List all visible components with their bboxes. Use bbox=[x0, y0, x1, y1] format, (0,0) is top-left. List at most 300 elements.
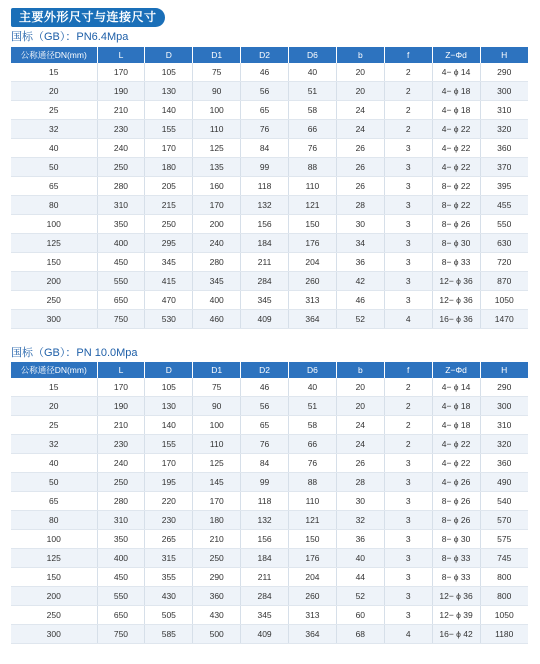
table-cell: 260 bbox=[289, 272, 337, 291]
table-cell: 28 bbox=[336, 196, 384, 215]
table-cell: 50 bbox=[11, 473, 97, 492]
table-cell: 2 bbox=[384, 63, 432, 82]
table-cell: 290 bbox=[480, 63, 528, 82]
table-cell: 240 bbox=[97, 139, 145, 158]
table-cell: 170 bbox=[145, 454, 193, 473]
table-cell: 260 bbox=[289, 587, 337, 606]
table-row bbox=[11, 606, 528, 625]
table-cell: 415 bbox=[145, 272, 193, 291]
column-header: 公称通径DN(mm) bbox=[11, 47, 97, 63]
table-cell: 26 bbox=[336, 177, 384, 196]
table-row bbox=[11, 416, 528, 435]
table-cell: 176 bbox=[289, 549, 337, 568]
column-header: D6 bbox=[289, 362, 337, 378]
table-cell: 88 bbox=[289, 158, 337, 177]
table-caption-pn100: 国标（GB）：PN 10.0Mpa bbox=[11, 347, 138, 359]
table-caption-pn64: 国标（GB）：PN6.4Mpa bbox=[11, 31, 129, 43]
table-row bbox=[11, 549, 528, 568]
table-cell: 290 bbox=[480, 378, 528, 397]
table-cell: 90 bbox=[193, 397, 241, 416]
table-cell: 4− ϕ 22 bbox=[432, 435, 480, 454]
table-cell: 36 bbox=[336, 253, 384, 272]
table-row bbox=[11, 82, 528, 101]
table-cell: 125 bbox=[11, 234, 97, 253]
table-row bbox=[11, 397, 528, 416]
table-cell: 4− ϕ 18 bbox=[432, 82, 480, 101]
table-cell: 205 bbox=[145, 177, 193, 196]
table-cell: 3 bbox=[384, 587, 432, 606]
table-cell: 315 bbox=[145, 549, 193, 568]
table-cell: 145 bbox=[193, 473, 241, 492]
table-cell: 540 bbox=[480, 492, 528, 511]
table-cell: 4− ϕ 18 bbox=[432, 397, 480, 416]
table-cell: 370 bbox=[480, 158, 528, 177]
table-cell: 52 bbox=[336, 587, 384, 606]
table-cell: 360 bbox=[480, 139, 528, 158]
table-cell: 200 bbox=[11, 587, 97, 606]
table-cell: 155 bbox=[145, 435, 193, 454]
table-cell: 1050 bbox=[480, 606, 528, 625]
table-cell: 40 bbox=[289, 63, 337, 82]
table-cell: 30 bbox=[336, 215, 384, 234]
table-row bbox=[11, 291, 528, 310]
table-cell: 210 bbox=[193, 530, 241, 549]
table-cell: 210 bbox=[97, 101, 145, 120]
table-cell: 3 bbox=[384, 196, 432, 215]
table-cell: 350 bbox=[97, 530, 145, 549]
table-cell: 364 bbox=[289, 310, 337, 329]
table-cell: 430 bbox=[193, 606, 241, 625]
table-cell: 155 bbox=[145, 120, 193, 139]
table-cell: 750 bbox=[97, 625, 145, 644]
table-cell: 20 bbox=[11, 82, 97, 101]
table-cell: 355 bbox=[145, 568, 193, 587]
table-cell: 4− ϕ 22 bbox=[432, 158, 480, 177]
table-cell: 2 bbox=[384, 378, 432, 397]
table-cell: 132 bbox=[241, 511, 289, 530]
table-cell: 300 bbox=[11, 310, 97, 329]
table-cell: 3 bbox=[384, 253, 432, 272]
table-cell: 550 bbox=[97, 272, 145, 291]
table-cell: 130 bbox=[145, 82, 193, 101]
table-cell: 34 bbox=[336, 234, 384, 253]
table-cell: 99 bbox=[241, 158, 289, 177]
table-row bbox=[11, 454, 528, 473]
table-cell: 170 bbox=[145, 139, 193, 158]
column-header: H bbox=[480, 362, 528, 378]
table-cell: 409 bbox=[241, 310, 289, 329]
table-cell: 12− ϕ 36 bbox=[432, 587, 480, 606]
table-cell: 150 bbox=[11, 568, 97, 587]
table-cell: 16− ϕ 36 bbox=[432, 310, 480, 329]
table-cell: 240 bbox=[97, 454, 145, 473]
table-cell: 364 bbox=[289, 625, 337, 644]
column-header: L bbox=[97, 362, 145, 378]
table-cell: 230 bbox=[97, 435, 145, 454]
table-cell: 550 bbox=[480, 215, 528, 234]
table-cell: 184 bbox=[241, 234, 289, 253]
table-cell: 88 bbox=[289, 473, 337, 492]
table-cell: 65 bbox=[241, 101, 289, 120]
table-cell: 200 bbox=[193, 215, 241, 234]
table-cell: 3 bbox=[384, 568, 432, 587]
table-cell: 190 bbox=[97, 397, 145, 416]
table-row bbox=[11, 139, 528, 158]
table-cell: 125 bbox=[193, 454, 241, 473]
table-cell: 290 bbox=[193, 568, 241, 587]
table-cell: 345 bbox=[241, 606, 289, 625]
table-cell: 575 bbox=[480, 530, 528, 549]
table-row bbox=[11, 511, 528, 530]
column-header: D bbox=[145, 47, 193, 63]
table-cell: 360 bbox=[480, 454, 528, 473]
table-cell: 16− ϕ 42 bbox=[432, 625, 480, 644]
table-cell: 430 bbox=[145, 587, 193, 606]
table-cell: 135 bbox=[193, 158, 241, 177]
table-cell: 65 bbox=[11, 492, 97, 511]
table-cell: 3 bbox=[384, 492, 432, 511]
table-cell: 800 bbox=[480, 568, 528, 587]
table-cell: 100 bbox=[193, 416, 241, 435]
table-cell: 4− ϕ 26 bbox=[432, 473, 480, 492]
table-cell: 180 bbox=[145, 158, 193, 177]
table-cell: 310 bbox=[480, 416, 528, 435]
table-cell: 4− ϕ 22 bbox=[432, 139, 480, 158]
table-row bbox=[11, 158, 528, 177]
table-cell: 250 bbox=[145, 215, 193, 234]
table-cell: 32 bbox=[336, 511, 384, 530]
table-cell: 8− ϕ 22 bbox=[432, 177, 480, 196]
table-cell: 118 bbox=[241, 492, 289, 511]
table-cell: 110 bbox=[289, 177, 337, 196]
table-cell: 26 bbox=[336, 454, 384, 473]
table-cell: 84 bbox=[241, 139, 289, 158]
column-header: H bbox=[480, 47, 528, 63]
table-cell: 3 bbox=[384, 511, 432, 530]
table-cell: 44 bbox=[336, 568, 384, 587]
table-cell: 3 bbox=[384, 291, 432, 310]
table-cell: 12− ϕ 36 bbox=[432, 291, 480, 310]
table-row bbox=[11, 473, 528, 492]
table-cell: 310 bbox=[97, 511, 145, 530]
table-cell: 195 bbox=[145, 473, 193, 492]
table-cell: 68 bbox=[336, 625, 384, 644]
table-cell: 4− ϕ 22 bbox=[432, 454, 480, 473]
table-cell: 50 bbox=[11, 158, 97, 177]
table-cell: 3 bbox=[384, 530, 432, 549]
table-cell: 25 bbox=[11, 416, 97, 435]
table-cell: 46 bbox=[241, 63, 289, 82]
table-cell: 20 bbox=[336, 63, 384, 82]
table-cell: 105 bbox=[145, 63, 193, 82]
table-cell: 130 bbox=[145, 397, 193, 416]
table-cell: 121 bbox=[289, 196, 337, 215]
table-cell: 530 bbox=[145, 310, 193, 329]
table-cell: 3 bbox=[384, 454, 432, 473]
spec-table-pn100 bbox=[11, 362, 528, 644]
table-cell: 4 bbox=[384, 625, 432, 644]
column-header: f bbox=[384, 362, 432, 378]
table-cell: 2 bbox=[384, 397, 432, 416]
table-row bbox=[11, 63, 528, 82]
table-cell: 3 bbox=[384, 215, 432, 234]
table-cell: 250 bbox=[11, 291, 97, 310]
table-row bbox=[11, 120, 528, 139]
table-cell: 76 bbox=[241, 435, 289, 454]
table-cell: 24 bbox=[336, 101, 384, 120]
table-cell: 170 bbox=[193, 492, 241, 511]
table-cell: 15 bbox=[11, 378, 97, 397]
table-cell: 132 bbox=[241, 196, 289, 215]
column-header: D2 bbox=[241, 47, 289, 63]
column-header: D1 bbox=[193, 362, 241, 378]
table-cell: 26 bbox=[336, 139, 384, 158]
table-cell: 310 bbox=[97, 196, 145, 215]
column-header: L bbox=[97, 47, 145, 63]
table-cell: 2 bbox=[384, 416, 432, 435]
table-row bbox=[11, 177, 528, 196]
table-row bbox=[11, 625, 528, 644]
table-cell: 8− ϕ 22 bbox=[432, 196, 480, 215]
table-header-row bbox=[11, 362, 528, 378]
table-cell: 450 bbox=[97, 568, 145, 587]
table-cell: 110 bbox=[289, 492, 337, 511]
table-row bbox=[11, 101, 528, 120]
table-cell: 26 bbox=[336, 158, 384, 177]
column-header: Z−Φd bbox=[432, 362, 480, 378]
table-cell: 56 bbox=[241, 397, 289, 416]
table-cell: 156 bbox=[241, 215, 289, 234]
table-cell: 313 bbox=[289, 291, 337, 310]
table-cell: 650 bbox=[97, 291, 145, 310]
table-cell: 25 bbox=[11, 101, 97, 120]
table-cell: 184 bbox=[241, 549, 289, 568]
table-cell: 40 bbox=[336, 549, 384, 568]
table-cell: 66 bbox=[289, 435, 337, 454]
table-cell: 300 bbox=[480, 397, 528, 416]
table-cell: 300 bbox=[480, 82, 528, 101]
column-header: f bbox=[384, 47, 432, 63]
table-cell: 204 bbox=[289, 568, 337, 587]
column-header: b bbox=[336, 47, 384, 63]
table-cell: 230 bbox=[97, 120, 145, 139]
table-cell: 4− ϕ 14 bbox=[432, 378, 480, 397]
table-cell: 110 bbox=[193, 120, 241, 139]
column-header: b bbox=[336, 362, 384, 378]
table-cell: 180 bbox=[193, 511, 241, 530]
table-row bbox=[11, 492, 528, 511]
table-row bbox=[11, 310, 528, 329]
table-cell: 20 bbox=[336, 397, 384, 416]
table-cell: 8− ϕ 33 bbox=[432, 549, 480, 568]
table-cell: 280 bbox=[97, 177, 145, 196]
table-cell: 350 bbox=[97, 215, 145, 234]
table-cell: 4− ϕ 18 bbox=[432, 101, 480, 120]
table-cell: 51 bbox=[289, 397, 337, 416]
table-cell: 76 bbox=[289, 454, 337, 473]
table-cell: 284 bbox=[241, 272, 289, 291]
table-header-row bbox=[11, 47, 528, 63]
table-cell: 1050 bbox=[480, 291, 528, 310]
table-cell: 28 bbox=[336, 473, 384, 492]
table-cell: 204 bbox=[289, 253, 337, 272]
table-cell: 1470 bbox=[480, 310, 528, 329]
table-cell: 550 bbox=[97, 587, 145, 606]
table-cell: 2 bbox=[384, 435, 432, 454]
table-cell: 8− ϕ 33 bbox=[432, 253, 480, 272]
table-cell: 313 bbox=[289, 606, 337, 625]
table-cell: 100 bbox=[11, 215, 97, 234]
table-cell: 110 bbox=[193, 435, 241, 454]
spec-table-pn64 bbox=[11, 47, 528, 329]
table-cell: 265 bbox=[145, 530, 193, 549]
table-cell: 400 bbox=[97, 234, 145, 253]
table-cell: 52 bbox=[336, 310, 384, 329]
table-cell: 395 bbox=[480, 177, 528, 196]
table-cell: 360 bbox=[193, 587, 241, 606]
table-cell: 650 bbox=[97, 606, 145, 625]
table-cell: 80 bbox=[11, 511, 97, 530]
column-header: 公称通径DN(mm) bbox=[11, 362, 97, 378]
column-header: D6 bbox=[289, 47, 337, 63]
table-cell: 30 bbox=[336, 492, 384, 511]
table-cell: 3 bbox=[384, 606, 432, 625]
table-cell: 46 bbox=[336, 291, 384, 310]
table-cell: 4− ϕ 22 bbox=[432, 120, 480, 139]
table-cell: 1180 bbox=[480, 625, 528, 644]
table-cell: 320 bbox=[480, 120, 528, 139]
table-cell: 455 bbox=[480, 196, 528, 215]
table-cell: 4− ϕ 14 bbox=[432, 63, 480, 82]
table-cell: 720 bbox=[480, 253, 528, 272]
table-cell: 75 bbox=[193, 378, 241, 397]
table-cell: 3 bbox=[384, 234, 432, 253]
table-cell: 56 bbox=[241, 82, 289, 101]
table-cell: 2 bbox=[384, 101, 432, 120]
table-cell: 32 bbox=[11, 120, 97, 139]
table-cell: 200 bbox=[11, 272, 97, 291]
table-cell: 211 bbox=[241, 253, 289, 272]
table-cell: 20 bbox=[11, 397, 97, 416]
table-cell: 345 bbox=[241, 291, 289, 310]
table-cell: 125 bbox=[11, 549, 97, 568]
table-cell: 46 bbox=[241, 378, 289, 397]
table-cell: 176 bbox=[289, 234, 337, 253]
table-cell: 3 bbox=[384, 473, 432, 492]
table-cell: 140 bbox=[145, 101, 193, 120]
table-cell: 40 bbox=[11, 454, 97, 473]
column-header: D2 bbox=[241, 362, 289, 378]
table-cell: 160 bbox=[193, 177, 241, 196]
table-cell: 585 bbox=[145, 625, 193, 644]
table-cell: 100 bbox=[11, 530, 97, 549]
table-cell: 51 bbox=[289, 82, 337, 101]
table-cell: 170 bbox=[193, 196, 241, 215]
table-cell: 240 bbox=[193, 234, 241, 253]
table-cell: 400 bbox=[193, 291, 241, 310]
table-cell: 3 bbox=[384, 549, 432, 568]
table-cell: 295 bbox=[145, 234, 193, 253]
column-header: D1 bbox=[193, 47, 241, 63]
table-cell: 140 bbox=[145, 416, 193, 435]
table-cell: 40 bbox=[289, 378, 337, 397]
table-cell: 58 bbox=[289, 101, 337, 120]
table-cell: 8− ϕ 26 bbox=[432, 215, 480, 234]
table-cell: 800 bbox=[480, 587, 528, 606]
table-cell: 220 bbox=[145, 492, 193, 511]
table-cell: 32 bbox=[11, 435, 97, 454]
table-cell: 750 bbox=[97, 310, 145, 329]
table-cell: 310 bbox=[480, 101, 528, 120]
table-cell: 3 bbox=[384, 272, 432, 291]
table-cell: 215 bbox=[145, 196, 193, 215]
table-cell: 8− ϕ 33 bbox=[432, 568, 480, 587]
table-cell: 150 bbox=[289, 215, 337, 234]
table-row bbox=[11, 568, 528, 587]
table-cell: 300 bbox=[11, 625, 97, 644]
table-cell: 36 bbox=[336, 530, 384, 549]
table-cell: 8− ϕ 26 bbox=[432, 511, 480, 530]
table-row bbox=[11, 215, 528, 234]
table-cell: 4− ϕ 18 bbox=[432, 416, 480, 435]
table-cell: 99 bbox=[241, 473, 289, 492]
table-cell: 630 bbox=[480, 234, 528, 253]
table-cell: 150 bbox=[289, 530, 337, 549]
table-cell: 2 bbox=[384, 120, 432, 139]
table-cell: 570 bbox=[480, 511, 528, 530]
column-header: D bbox=[145, 362, 193, 378]
table-cell: 320 bbox=[480, 435, 528, 454]
table-cell: 76 bbox=[241, 120, 289, 139]
table-row bbox=[11, 272, 528, 291]
table-cell: 24 bbox=[336, 416, 384, 435]
table-cell: 84 bbox=[241, 454, 289, 473]
table-cell: 60 bbox=[336, 606, 384, 625]
table-cell: 170 bbox=[97, 378, 145, 397]
table-cell: 58 bbox=[289, 416, 337, 435]
table-cell: 190 bbox=[97, 82, 145, 101]
table-cell: 250 bbox=[11, 606, 97, 625]
table-row bbox=[11, 253, 528, 272]
table-cell: 870 bbox=[480, 272, 528, 291]
table-cell: 3 bbox=[384, 158, 432, 177]
table-cell: 75 bbox=[193, 63, 241, 82]
table-cell: 170 bbox=[97, 63, 145, 82]
table-cell: 745 bbox=[480, 549, 528, 568]
table-cell: 80 bbox=[11, 196, 97, 215]
table-row bbox=[11, 587, 528, 606]
table-cell: 12− ϕ 36 bbox=[432, 272, 480, 291]
table-cell: 284 bbox=[241, 587, 289, 606]
table-cell: 250 bbox=[97, 158, 145, 177]
table-cell: 280 bbox=[97, 492, 145, 511]
table-cell: 8− ϕ 30 bbox=[432, 530, 480, 549]
section-title: 主要外形尺寸与连接尺寸 bbox=[11, 8, 165, 27]
table-row bbox=[11, 530, 528, 549]
table-cell: 90 bbox=[193, 82, 241, 101]
table-cell: 24 bbox=[336, 120, 384, 139]
table-cell: 211 bbox=[241, 568, 289, 587]
table-cell: 42 bbox=[336, 272, 384, 291]
table-cell: 490 bbox=[480, 473, 528, 492]
table-cell: 210 bbox=[97, 416, 145, 435]
table-cell: 345 bbox=[193, 272, 241, 291]
table-cell: 250 bbox=[97, 473, 145, 492]
table-cell: 65 bbox=[241, 416, 289, 435]
table-cell: 345 bbox=[145, 253, 193, 272]
table-row bbox=[11, 435, 528, 454]
table-cell: 118 bbox=[241, 177, 289, 196]
